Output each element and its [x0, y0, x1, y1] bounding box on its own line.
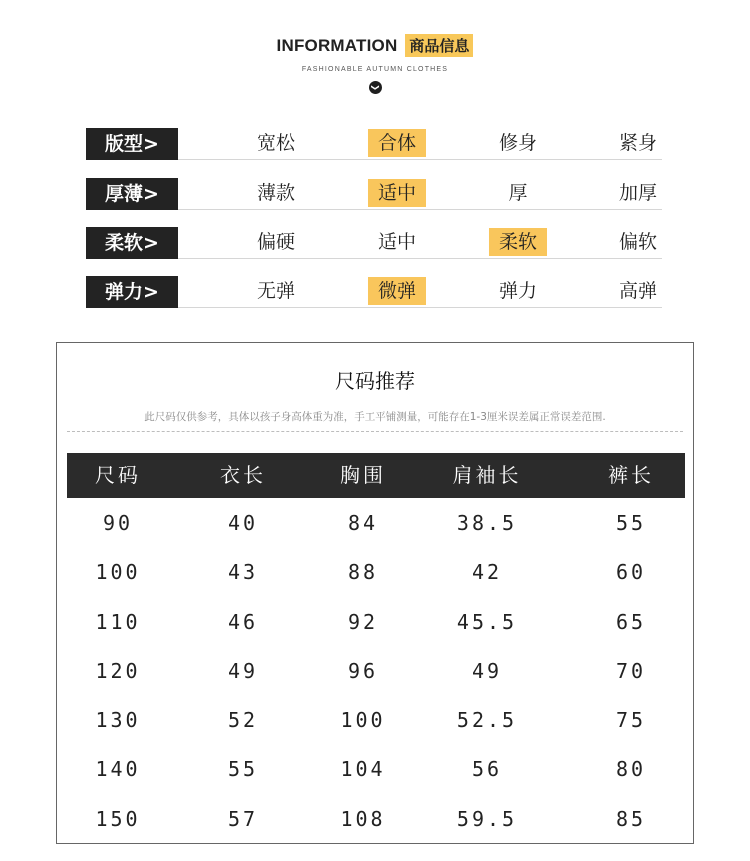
chevron-down-icon [369, 81, 382, 94]
table-cell: 52.5 [456, 708, 518, 733]
attr-divider [178, 258, 662, 259]
header-title-row [0, 34, 750, 57]
table-cell: 42 [471, 560, 503, 585]
attr-option: 适中 [377, 231, 417, 253]
table-row [67, 499, 685, 548]
table-cell: 75 [615, 708, 647, 733]
table-cell: 85 [615, 806, 647, 831]
header-subtitle: FASHIONABLE AUTUMN CLOTHES [301, 66, 449, 73]
table-cell: 55 [227, 757, 259, 782]
size-chart-title-text: 尺码推荐 [335, 369, 415, 393]
table-cell: 56 [471, 757, 503, 782]
attr-label: 弹力> [86, 276, 178, 308]
size-note: 此尺码仅供参考，具体以孩子身高体重为准，手工平铺测量，可能存在1-3厘米误差属正常误差范围. [144, 411, 606, 423]
attr-divider [178, 209, 662, 210]
attr-option: 偏硬 [256, 231, 296, 253]
attr-option: 修身 [498, 132, 538, 154]
column-header-sleeve: 肩袖长 [452, 463, 522, 487]
attr-option: 厚 [508, 182, 528, 204]
table-cell: 43 [227, 560, 259, 585]
table-cell: 40 [227, 511, 259, 535]
table-cell: 108 [340, 806, 386, 831]
table-row [67, 598, 685, 647]
attr-option-selected: 合体 [368, 129, 426, 157]
attr-option: 紧身 [618, 132, 658, 154]
attr-option: 加厚 [618, 182, 658, 204]
table-cell: 49 [471, 658, 503, 683]
table-cell: 90 [102, 511, 134, 535]
attr-option-selected: 柔软 [489, 228, 547, 256]
column-header-chest: 胸围 [340, 463, 386, 487]
table-cell: 70 [615, 658, 647, 683]
table-cell: 46 [227, 609, 259, 634]
header-title-en: INFORMATION [276, 35, 398, 55]
attr-option: 弹力 [498, 280, 538, 302]
table-row [67, 795, 685, 844]
attr-row-elasticity [86, 276, 662, 310]
table-cell: 110 [95, 609, 141, 634]
dashed-divider [67, 431, 683, 432]
column-header-size: 尺码 [95, 463, 141, 487]
table-cell: 100 [340, 708, 386, 733]
table-cell: 52 [227, 708, 259, 733]
table-row [67, 696, 685, 745]
table-cell: 88 [347, 560, 379, 585]
table-cell: 45.5 [456, 609, 518, 634]
info-header [0, 34, 750, 94]
table-cell: 140 [95, 757, 141, 782]
attr-label: 厚薄> [86, 178, 178, 210]
table-body [67, 499, 685, 844]
chevron-glyph: ❯ [370, 84, 380, 91]
table-cell: 49 [227, 658, 259, 683]
attr-option-selected: 微弹 [368, 277, 426, 305]
table-row [67, 745, 685, 794]
attr-row-fit [86, 128, 662, 162]
attr-option-selected: 适中 [368, 179, 426, 207]
attr-label: 版型> [86, 128, 178, 160]
attr-option: 高弹 [618, 280, 658, 302]
attr-option: 薄款 [256, 182, 296, 204]
size-chart-title [335, 365, 415, 394]
table-row [67, 548, 685, 597]
table-cell: 130 [95, 708, 141, 733]
table-row [67, 647, 685, 696]
table-cell: 38.5 [456, 511, 518, 535]
table-cell: 100 [95, 560, 141, 585]
table-cell: 84 [347, 511, 379, 535]
table-cell: 96 [347, 658, 379, 683]
header-title-cn: 商品信息 [405, 34, 473, 57]
attr-label: 柔软> [86, 227, 178, 259]
table-cell: 120 [95, 658, 141, 683]
table-cell: 92 [347, 609, 379, 634]
size-chart-panel [56, 342, 694, 844]
attr-option: 宽松 [256, 132, 296, 154]
table-header [67, 453, 685, 498]
table-cell: 80 [615, 757, 647, 782]
table-cell: 150 [95, 806, 141, 831]
attr-option: 无弹 [256, 280, 296, 302]
table-cell: 104 [340, 757, 386, 782]
table-cell: 65 [615, 609, 647, 634]
table-cell: 57 [227, 806, 259, 831]
column-header-length: 衣长 [220, 463, 266, 487]
table-cell: 60 [615, 560, 647, 585]
table-cell: 55 [615, 511, 647, 535]
table-cell: 59.5 [456, 806, 518, 831]
size-title-wrap [57, 365, 693, 394]
attr-row-softness [86, 227, 662, 261]
attr-option: 偏软 [618, 231, 658, 253]
attr-divider [178, 307, 662, 308]
attr-row-thickness [86, 178, 662, 212]
attr-divider [178, 159, 662, 160]
column-header-pants: 裤长 [608, 463, 654, 487]
